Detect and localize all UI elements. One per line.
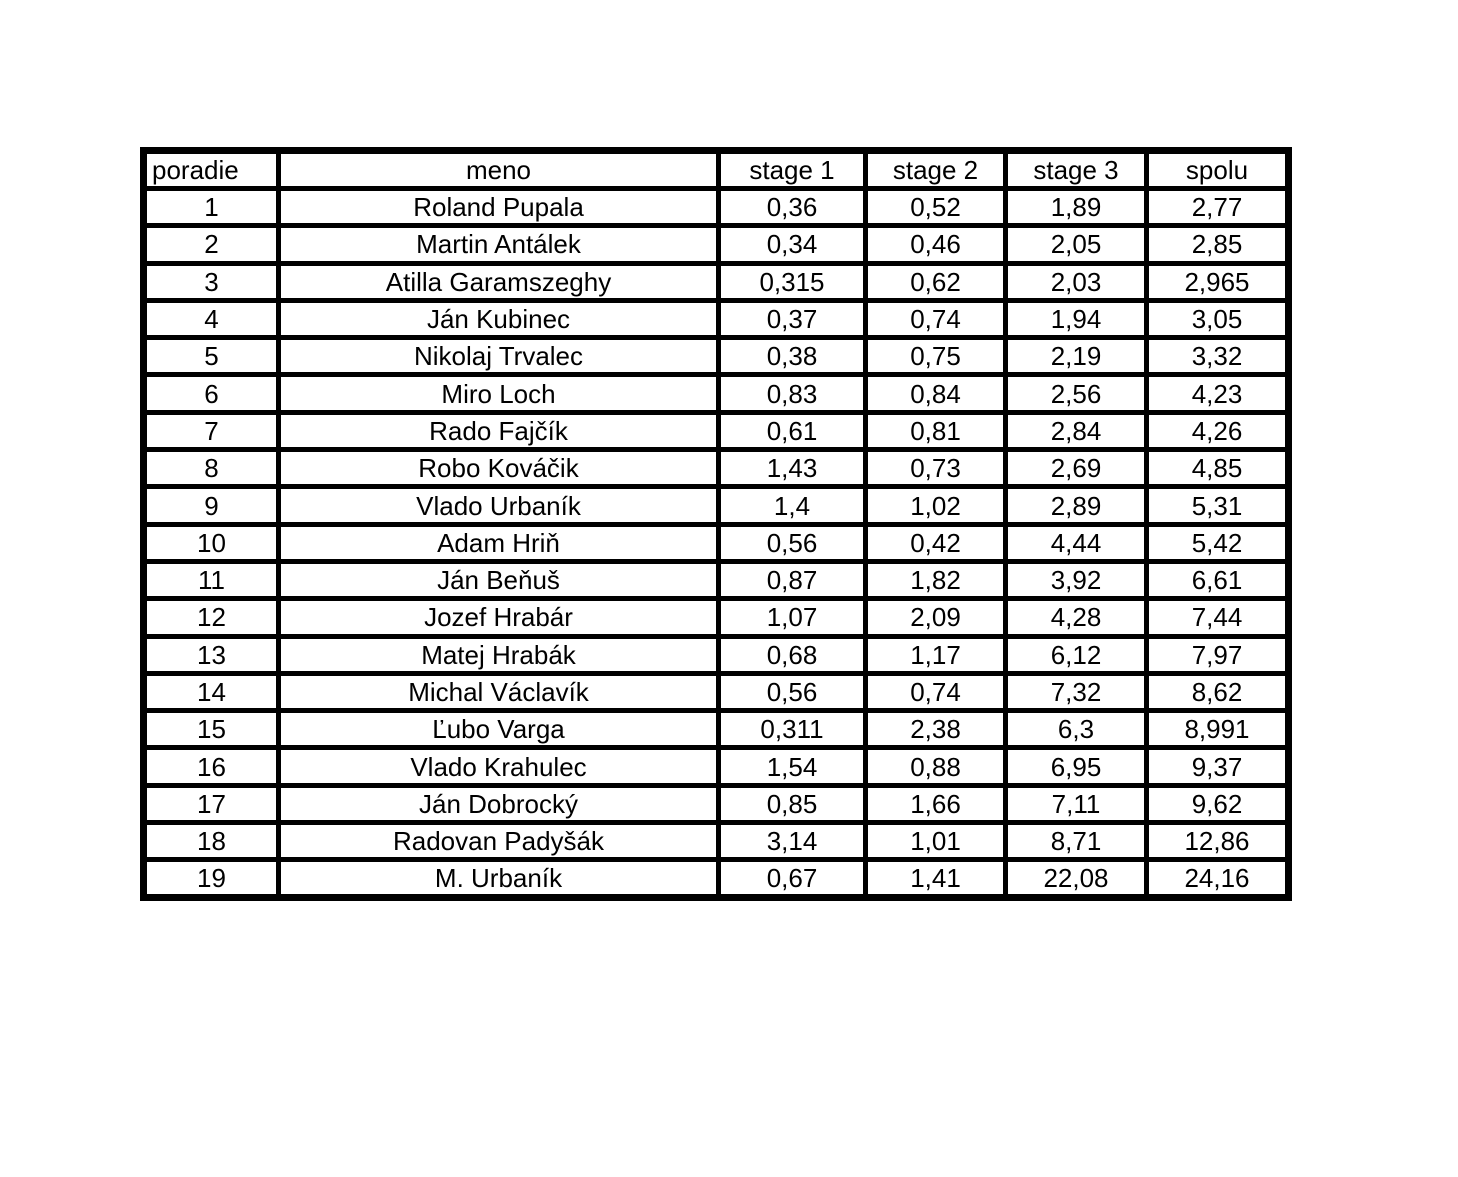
table-row [144, 450, 1289, 487]
cell-stage1: 0,67 [719, 860, 866, 897]
table-row [144, 412, 1289, 449]
cell-poradie: 8 [144, 450, 279, 487]
cell-stage2: 0,42 [866, 524, 1006, 561]
cell-stage1: 1,54 [719, 748, 866, 785]
cell-meno: Ján Kubinec [279, 300, 719, 337]
cell-spolu: 7,97 [1147, 636, 1289, 673]
table-row [144, 487, 1289, 524]
cell-stage3: 8,71 [1006, 823, 1147, 860]
cell-stage1: 0,85 [719, 785, 866, 822]
cell-meno: Rado Fajčík [279, 412, 719, 449]
cell-meno: Nikolaj Trvalec [279, 338, 719, 375]
cell-stage1: 0,68 [719, 636, 866, 673]
table-row [144, 189, 1289, 226]
cell-stage1: 0,34 [719, 226, 866, 263]
cell-stage2: 1,41 [866, 860, 1006, 897]
cell-meno: Ľubo Varga [279, 711, 719, 748]
cell-spolu: 4,26 [1147, 412, 1289, 449]
cell-stage3: 2,84 [1006, 412, 1147, 449]
table-row [144, 300, 1289, 337]
table-row [144, 524, 1289, 561]
cell-stage2: 0,75 [866, 338, 1006, 375]
column-header-poradie: poradie [144, 151, 279, 189]
cell-poradie: 19 [144, 860, 279, 897]
cell-stage3: 6,12 [1006, 636, 1147, 673]
cell-stage1: 1,07 [719, 599, 866, 636]
cell-meno: Ján Dobrocký [279, 785, 719, 822]
cell-spolu: 6,61 [1147, 561, 1289, 598]
cell-spolu: 9,62 [1147, 785, 1289, 822]
column-header-meno: meno [279, 151, 719, 189]
cell-stage1: 0,38 [719, 338, 866, 375]
cell-spolu: 2,85 [1147, 226, 1289, 263]
cell-stage1: 0,61 [719, 412, 866, 449]
cell-stage1: 1,4 [719, 487, 866, 524]
cell-stage2: 2,09 [866, 599, 1006, 636]
cell-poradie: 18 [144, 823, 279, 860]
table-row [144, 785, 1289, 822]
cell-stage2: 1,17 [866, 636, 1006, 673]
cell-spolu: 8,991 [1147, 711, 1289, 748]
cell-meno: M. Urbaník [279, 860, 719, 897]
column-header-stage3: stage 3 [1006, 151, 1147, 189]
cell-stage3: 2,56 [1006, 375, 1147, 412]
cell-stage2: 0,84 [866, 375, 1006, 412]
cell-stage3: 2,03 [1006, 263, 1147, 300]
cell-meno: Jozef Hrabár [279, 599, 719, 636]
cell-stage2: 0,62 [866, 263, 1006, 300]
cell-poradie: 15 [144, 711, 279, 748]
cell-spolu: 9,37 [1147, 748, 1289, 785]
cell-stage3: 4,28 [1006, 599, 1147, 636]
cell-spolu: 2,77 [1147, 189, 1289, 226]
cell-meno: Ján Beňuš [279, 561, 719, 598]
cell-stage3: 22,08 [1006, 860, 1147, 897]
cell-stage1: 0,315 [719, 263, 866, 300]
cell-meno: Radovan Padyšák [279, 823, 719, 860]
cell-stage1: 0,37 [719, 300, 866, 337]
cell-stage2: 2,38 [866, 711, 1006, 748]
cell-stage2: 1,01 [866, 823, 1006, 860]
cell-stage3: 2,89 [1006, 487, 1147, 524]
cell-poradie: 12 [144, 599, 279, 636]
cell-poradie: 11 [144, 561, 279, 598]
table-row [144, 748, 1289, 785]
cell-poradie: 2 [144, 226, 279, 263]
cell-poradie: 17 [144, 785, 279, 822]
cell-spolu: 5,31 [1147, 487, 1289, 524]
table-row [144, 823, 1289, 860]
cell-spolu: 8,62 [1147, 673, 1289, 710]
cell-stage2: 0,46 [866, 226, 1006, 263]
cell-stage3: 6,3 [1006, 711, 1147, 748]
cell-poradie: 3 [144, 263, 279, 300]
cell-stage1: 0,56 [719, 524, 866, 561]
cell-meno: Miro Loch [279, 375, 719, 412]
table-row [144, 636, 1289, 673]
cell-poradie: 10 [144, 524, 279, 561]
column-header-stage1: stage 1 [719, 151, 866, 189]
cell-stage1: 0,56 [719, 673, 866, 710]
cell-poradie: 4 [144, 300, 279, 337]
cell-stage3: 1,94 [1006, 300, 1147, 337]
cell-poradie: 5 [144, 338, 279, 375]
cell-poradie: 14 [144, 673, 279, 710]
table-row [144, 599, 1289, 636]
table-row [144, 375, 1289, 412]
table-row [144, 263, 1289, 300]
cell-stage3: 2,69 [1006, 450, 1147, 487]
cell-meno: Martin Antálek [279, 226, 719, 263]
cell-stage1: 3,14 [719, 823, 866, 860]
cell-stage2: 1,66 [866, 785, 1006, 822]
cell-stage2: 0,73 [866, 450, 1006, 487]
cell-meno: Adam Hriň [279, 524, 719, 561]
cell-stage2: 1,02 [866, 487, 1006, 524]
table-row [144, 673, 1289, 710]
cell-spolu: 2,965 [1147, 263, 1289, 300]
cell-poradie: 1 [144, 189, 279, 226]
cell-stage3: 2,05 [1006, 226, 1147, 263]
cell-poradie: 6 [144, 375, 279, 412]
cell-poradie: 9 [144, 487, 279, 524]
table-row [144, 860, 1289, 897]
cell-spolu: 4,23 [1147, 375, 1289, 412]
cell-stage1: 1,43 [719, 450, 866, 487]
cell-poradie: 16 [144, 748, 279, 785]
table-row [144, 711, 1289, 748]
cell-stage1: 0,87 [719, 561, 866, 598]
cell-spolu: 24,16 [1147, 860, 1289, 897]
cell-stage2: 1,82 [866, 561, 1006, 598]
column-header-stage2: stage 2 [866, 151, 1006, 189]
cell-meno: Vlado Urbaník [279, 487, 719, 524]
cell-stage1: 0,36 [719, 189, 866, 226]
cell-stage2: 0,74 [866, 673, 1006, 710]
cell-spolu: 3,05 [1147, 300, 1289, 337]
cell-stage2: 0,81 [866, 412, 1006, 449]
cell-stage2: 0,52 [866, 189, 1006, 226]
column-header-spolu: spolu [1147, 151, 1289, 189]
cell-stage3: 3,92 [1006, 561, 1147, 598]
cell-stage2: 0,88 [866, 748, 1006, 785]
cell-stage3: 1,89 [1006, 189, 1147, 226]
cell-stage3: 7,32 [1006, 673, 1147, 710]
cell-poradie: 7 [144, 412, 279, 449]
table-row [144, 226, 1289, 263]
header-row [144, 151, 1289, 189]
cell-poradie: 13 [144, 636, 279, 673]
table-row [144, 561, 1289, 598]
cell-meno: Matej Hrabák [279, 636, 719, 673]
cell-stage1: 0,83 [719, 375, 866, 412]
cell-stage1: 0,311 [719, 711, 866, 748]
cell-spolu: 3,32 [1147, 338, 1289, 375]
cell-meno: Robo Kováčik [279, 450, 719, 487]
cell-meno: Roland Pupala [279, 189, 719, 226]
table-row [144, 338, 1289, 375]
cell-spolu: 7,44 [1147, 599, 1289, 636]
cell-stage3: 2,19 [1006, 338, 1147, 375]
cell-spolu: 4,85 [1147, 450, 1289, 487]
cell-meno: Atilla Garamszeghy [279, 263, 719, 300]
cell-stage2: 0,74 [866, 300, 1006, 337]
cell-stage3: 7,11 [1006, 785, 1147, 822]
cell-spolu: 5,42 [1147, 524, 1289, 561]
cell-spolu: 12,86 [1147, 823, 1289, 860]
cell-stage3: 6,95 [1006, 748, 1147, 785]
cell-meno: Michal Václavík [279, 673, 719, 710]
cell-meno: Vlado Krahulec [279, 748, 719, 785]
cell-stage3: 4,44 [1006, 524, 1147, 561]
results-table [140, 147, 1292, 901]
